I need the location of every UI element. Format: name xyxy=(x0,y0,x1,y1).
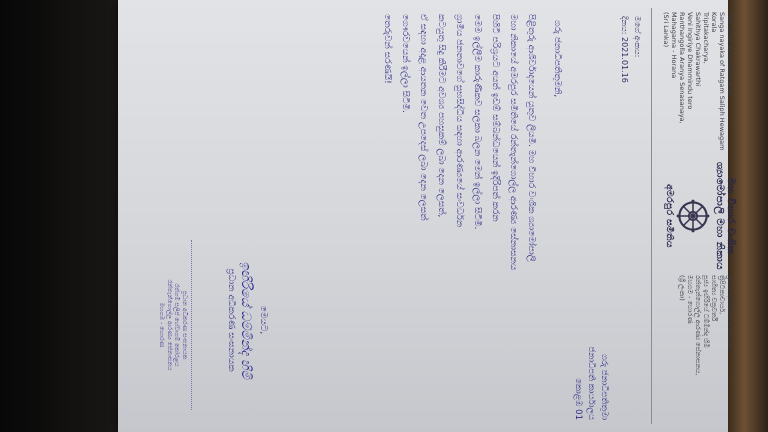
letterhead-right-line: පූජ්‍ය ඉඟිරියේ ධම්මින්ද හිමි xyxy=(702,275,710,348)
letterhead-divider xyxy=(651,8,652,424)
body-line: පිහිටි පරිශ්‍රයට අයත් ඉඩම් සම්බන්ධයෙන් ඉදිරිපත් කරන xyxy=(490,14,500,222)
body-line: පිළිතුරු ආශිර්වාදයෙන් යුතුව ලියමි. මහ විහාර වංශික ශ්‍යාමෝපාලි xyxy=(526,14,536,262)
letterhead-title: මහ විහාර වංශික ශ්‍යාමෝපාලි මහා නිකාය xyxy=(714,162,736,270)
letterhead-right-line: රන්තැන්ගොල්ල ආරණ්‍ය සේනාසනය, xyxy=(694,275,702,376)
address-line: කොළඹ 01 xyxy=(573,378,583,420)
closing-block xyxy=(224,230,270,410)
letter-body xyxy=(378,14,540,418)
letterhead-left-line: Tripitakacharya, xyxy=(702,12,710,64)
body-line: ගෞරවයෙන් ඉල්ලා සිටිමි. xyxy=(400,14,410,113)
letterhead-right-line: (ශ්‍රී ලංකා) xyxy=(678,275,686,301)
body-line: කටයුතු සිදු කිරීමට අවශ්‍ය පහසුකම් ලබා දෙන ලෙසත්, xyxy=(436,14,446,218)
body-line: ඒ සඳහා අදාළ ආයතන වෙත උපදෙස් ලබා දෙන ලෙසත් xyxy=(418,14,428,221)
body-line: මෙම ඉල්ලීම කාරුණිකව සලකා බලන මෙන් ඉල්ලා සිටිමි. xyxy=(472,14,482,230)
reference-number: මගේ අංකය: xyxy=(633,16,642,58)
letterhead-right-line: ත්‍රිපිටකාචාර්ය, xyxy=(718,275,726,315)
letterhead-left-line: Mahagama - Horana xyxy=(670,12,678,79)
body-line: ග්‍රාමීය ජනතාවගේ සුභසිද්ධිය සඳහා ආරණ්‍යයේ සංවර්ධන xyxy=(454,14,464,228)
official-stamp xyxy=(158,240,192,410)
letter-date: දිනය: 2021.01.16 xyxy=(620,16,629,83)
letterhead-left-line: Veni Ingiriye Dhammindu tero xyxy=(686,12,694,110)
letter-content-frame xyxy=(118,0,740,432)
letterhead-left-line: Sanga nayaka of Ratgam Saliph Hewagam Korala xyxy=(710,12,726,151)
letterhead-center xyxy=(664,160,736,272)
letterhead-sinhala xyxy=(678,275,734,425)
letterhead-right-line: මහගම - හොරණ xyxy=(686,275,694,324)
signature: ඉඟිරියේ ධම්මින්ද හිමි xyxy=(238,261,253,379)
signatory-title: ප්‍රධාන අධිකරණ සංඝනායක xyxy=(226,268,236,372)
closing-line: මෙයට, xyxy=(258,305,268,335)
recipient-address xyxy=(571,300,610,420)
address-line: ගරු ජනාධිපතිතුමා xyxy=(599,353,609,420)
letterhead-left-line: Sahithya Chakrawarthi xyxy=(694,12,702,87)
letterhead-left-line: The Chief Incumbent and xyxy=(726,12,734,95)
body-line: මහා නිකායේ අමරපුර සමිතියේ රන්තැන්ගොල්ල ආරණ්‍ය සේනාසනය xyxy=(508,14,518,271)
stamp-line: රන්තැන්ගොල්ල ආරණ්‍ය සේනාසනය xyxy=(166,279,173,371)
stamp-line: මහගම - හොරණ xyxy=(158,302,166,348)
letterhead-left-line: (Sri Lanka) xyxy=(662,12,670,48)
reference-block xyxy=(616,16,642,83)
letterhead-right-line: ප්‍රධාන අධිකරණ සංඝනායක xyxy=(726,275,734,350)
letterhead-left-line: Ranthangolla Aranya Senasanaya, xyxy=(678,12,686,124)
address-line: ජනාධිපති කාර්යාලය xyxy=(586,346,596,420)
letter-content xyxy=(118,0,740,432)
letterhead-subtitle: අමරපුර සමිතිය xyxy=(664,184,674,248)
letterhead-right-line: සාහිත්‍ය චක්‍රවර්ති xyxy=(710,275,718,322)
dark-surface xyxy=(0,0,118,432)
stamp-line: රත්ගම් සලිප් හේවාගම් කෝරළය xyxy=(173,283,181,367)
stamp-line: ප්‍රධාන අධිකරණ සංඝනායක xyxy=(181,290,188,360)
letterhead-english xyxy=(662,12,734,162)
body-line: තෙරුවන් සරණයි! xyxy=(382,14,392,84)
salutation: ගරු ජනාධිපතිතුමනි, xyxy=(552,20,562,98)
dharma-wheel-icon xyxy=(676,199,710,233)
